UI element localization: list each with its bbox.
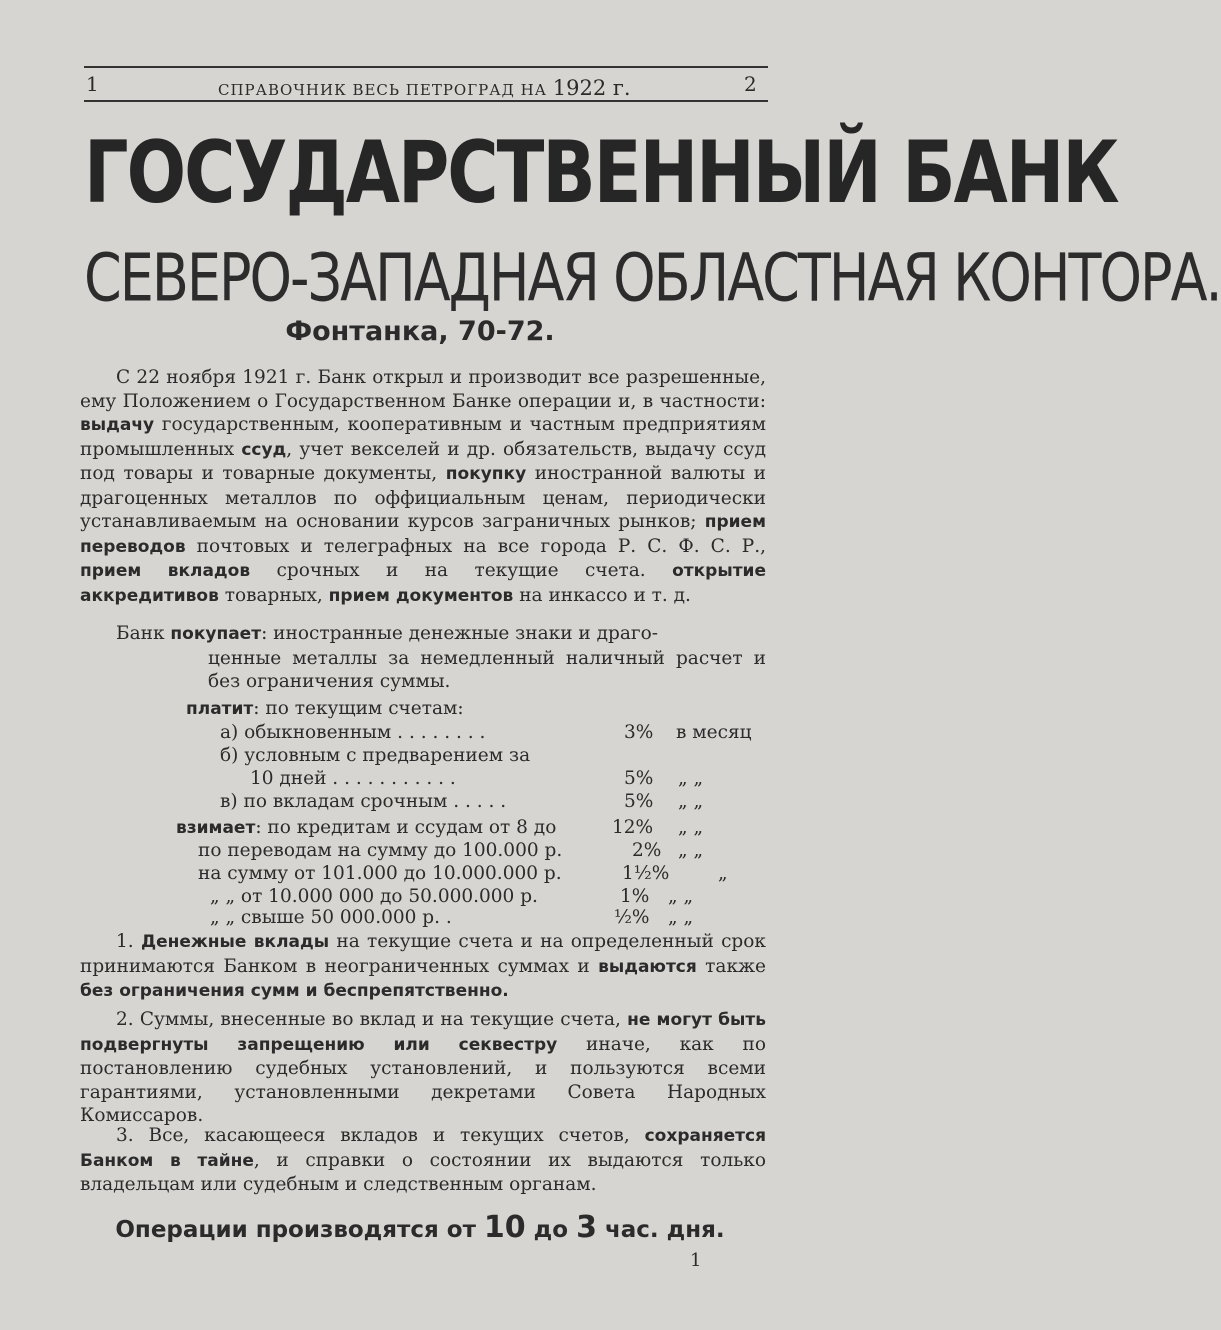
buys-lead-rest: : иностранные денежные знаки и драго- [261, 623, 658, 644]
page-subtitle: СЕВЕРО-ЗАПАДНАЯ ОБЛАСТНАЯ КОНТОРА. [84, 239, 1221, 317]
header-title [218, 76, 631, 100]
rate-label: на сумму от 101.000 до 10.000.000 р. [198, 863, 562, 884]
buys-lead [80, 622, 766, 647]
rate-value: 5% [624, 768, 654, 789]
rate-label: „ „ свыше 50 000.000 р. . [210, 907, 452, 928]
pays-label-rest: : по текущим счетам: [253, 698, 464, 719]
clause1-bold-2: выдаются [598, 956, 697, 977]
clause1-bold-1: Денежные вклады [140, 932, 330, 952]
hours-text-3: час. дня. [596, 1217, 725, 1243]
rate-value: 12% [612, 817, 654, 838]
clause2-text-2: иначе, как по постановлению судебных установлений, и пользуются всеми гарантиями, установленными декретами Совета Народных Комиссаров. [80, 1033, 766, 1126]
header-page-left: 1 [86, 72, 99, 96]
intro-bold-4: прием переводов [80, 512, 766, 557]
rate-value: ½% [614, 907, 650, 928]
rate-value: 3% [624, 722, 654, 743]
rate-label: а) обыкновенным . . . . . . . . [220, 722, 486, 743]
rate-unit: „ „ [678, 791, 704, 812]
pays-label-bold: платит [186, 699, 254, 719]
buys-lead-bold: покупает [170, 624, 262, 644]
hours-text-2: до [525, 1217, 577, 1243]
rate-value: 1% [620, 886, 650, 907]
rate-label: 10 дней . . . . . . . . . . . [250, 768, 456, 789]
address: Фонтанка, 70-72. [285, 316, 555, 347]
hours-close: 3 [576, 1210, 597, 1245]
rate-unit: „ [718, 863, 728, 884]
clause1-bold-3: без ограничения сумм и беспрепятственно. [80, 981, 509, 1001]
rate-unit: „ „ [678, 817, 704, 838]
clause3-bold-1: сохраняется Банком в тайне [80, 1126, 766, 1171]
intro-text-2: государственным, кооперативным и частным предприятиям промышленных [80, 414, 766, 460]
clause1-text-1: 1. [116, 931, 141, 952]
intro-text-8: на инкассо и т. д. [513, 584, 691, 606]
intro-bold-5: прием вкладов [80, 561, 251, 581]
rate-label: по переводам на сумму до 100.000 р. [198, 840, 563, 861]
buys-rest: ценные металлы за немедленный наличный расчет и без ограничения суммы. [208, 647, 766, 692]
clause-1 [80, 930, 766, 1004]
hours-open: 10 [483, 1210, 526, 1245]
clause3-text-2: , и справки о состоянии их выдаются только владельцам или судебным и следственным органам. [80, 1149, 766, 1195]
intro-bold-6: открытие аккредитивов [80, 561, 767, 606]
intro-bold-1: выдачу [80, 415, 155, 435]
buys-paragraph [80, 622, 766, 694]
clause-3 [80, 1124, 766, 1197]
header-year: 1922 г. [552, 76, 631, 100]
clause2-text-1: 2. Суммы, внесенные во вклад и на текущие счета, [116, 1009, 628, 1030]
footer-page-number: 1 [690, 1250, 702, 1271]
rate-unit: „ „ [678, 768, 704, 789]
intro-text-3: , учет векселей и др. обязательств, выдачу ссуд под товары и товарные документы, [80, 438, 766, 484]
rate-value: 2% [632, 840, 662, 861]
rate-unit: „ „ [668, 886, 694, 907]
intro-text-1: С 22 ноября 1921 г. Банк открыл и производит все разрешенные, ему Положением о Государственном Банке операции и, в частности: [80, 367, 766, 412]
clause-2 [80, 1008, 766, 1128]
clause1-text-3: также [696, 955, 766, 977]
buys-lead-plain: Банк [116, 623, 171, 644]
rate-label: в) по вкладам срочным . . . . . [220, 791, 507, 812]
header-page-right: 2 [744, 72, 757, 96]
header-rule-top [84, 66, 768, 68]
intro-bold-7: прием документов [328, 585, 514, 606]
clause2-bold-1: не могут быть подвергнуты запрещению или секвестру [80, 1010, 766, 1055]
rate-unit: в месяц [676, 722, 752, 743]
rate-label: б) условным с предварением за [220, 745, 531, 766]
rate-unit: „ „ [668, 907, 694, 928]
intro-text-6: срочных и на текущие счета. [250, 560, 673, 581]
rate-label: „ „ от 10.000 000 до 50.000.000 р. [210, 886, 538, 907]
operating-hours [0, 1210, 840, 1245]
intro-text-5: почтовых и телеграфных на все города Р. С. Ф. С. Р., [185, 535, 766, 557]
rate-label [176, 816, 556, 840]
charges-label-bold: взимает [176, 818, 256, 838]
clause1-text-2: на текущие счета и на определенный срок принимаются Банком в неограниченных суммах и [80, 931, 766, 977]
intro-bold-3: покупку [445, 464, 527, 484]
rate-unit: „ „ [678, 840, 704, 861]
clause3-text-1: 3. Все, касающееся вкладов и текущих счетов, [116, 1125, 645, 1146]
header-rule-bottom [84, 100, 768, 102]
intro-bold-2: ссуд [241, 439, 287, 460]
charges-row-label: : по кредитам и ссудам от 8 до [255, 817, 557, 838]
intro-text-4: иностранной валюты и драгоценных металлов по оффициальным ценам, периодически устанавливаемым на основании курсов заграничных рынков; [80, 463, 766, 532]
rate-value: 1½% [622, 863, 670, 884]
header-center-text: СПРАВОЧНИК ВЕСЬ ПЕТРОГРАД НА [218, 81, 548, 99]
intro-text-7: товарных, [218, 584, 329, 606]
rate-value: 5% [624, 791, 654, 812]
pays-heading [186, 698, 464, 719]
intro-paragraph [80, 366, 766, 608]
page-title: ГОСУДАРСТВЕННЫЙ БАНК [84, 122, 1118, 223]
hours-text-1: Операции производятся от [115, 1217, 484, 1243]
